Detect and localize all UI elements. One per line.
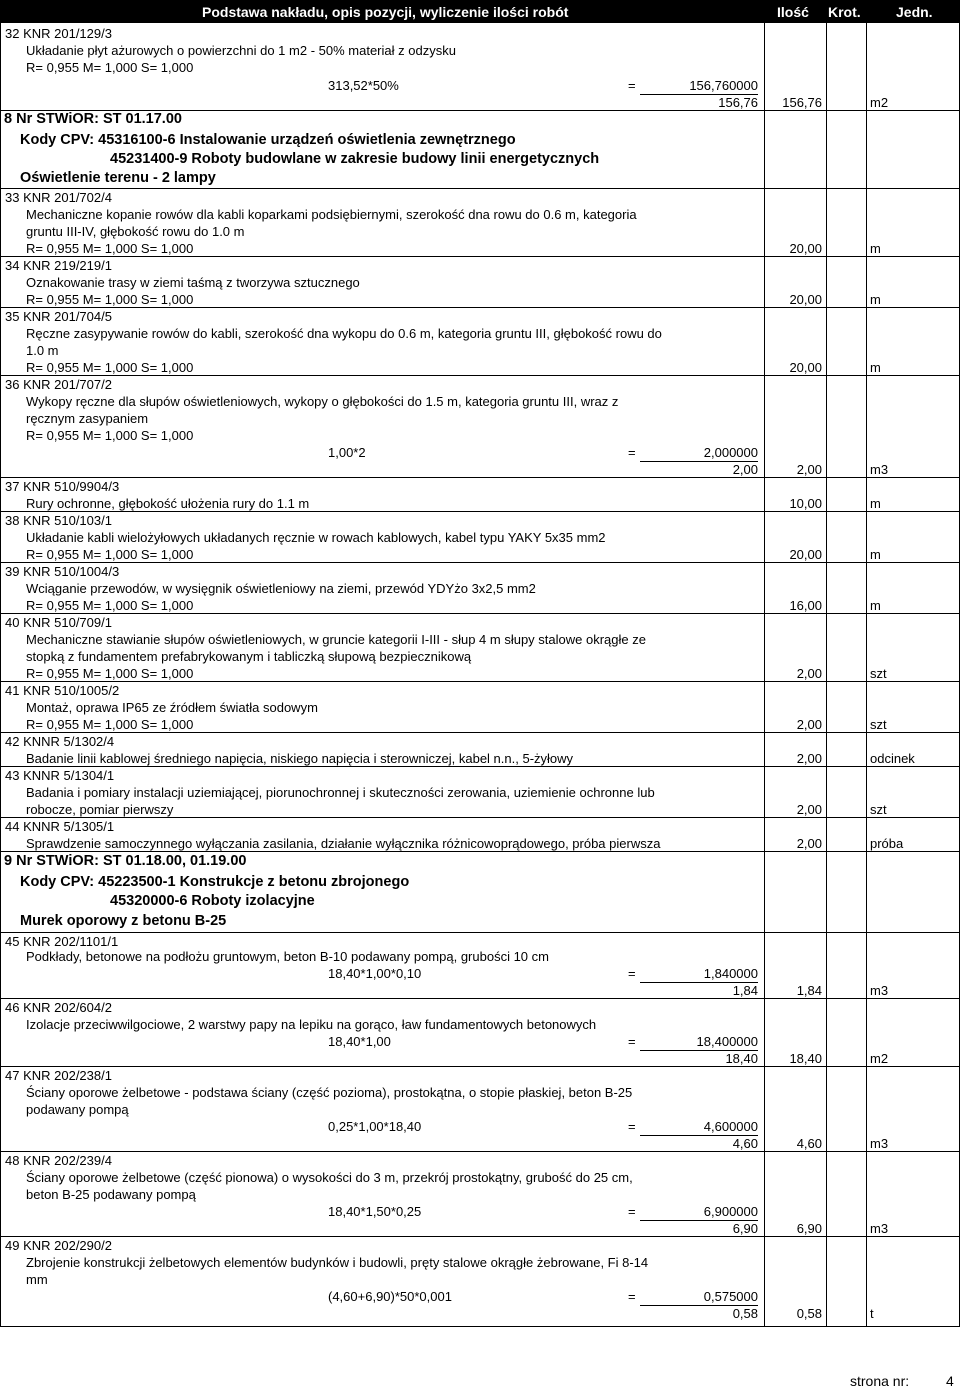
item-description: ręcznym zasypaniem — [26, 411, 149, 426]
item-multiplier: 20,00 — [789, 547, 822, 562]
item-description: gruntu III-IV, głębokość rowu do 1.0 m — [26, 224, 245, 239]
section-title: 9 Nr STWiOR: ST 01.18.00, 01.19.00 — [4, 853, 247, 869]
item-multiplier: 2,00 — [796, 666, 822, 681]
row-separator — [0, 188, 960, 189]
section-title: 8 Nr STWiOR: ST 01.17.00 — [4, 111, 182, 127]
item-unit: m — [870, 292, 881, 307]
item-multiplier: 0,58 — [796, 1306, 822, 1321]
item-description: Badania i pomiary instalacji uziemiającej, piorunochronnej i skuteczności zerowania, uziemienie ochronne lub — [26, 785, 655, 800]
item-quantity: 18,40 — [725, 1051, 758, 1066]
item-equals: = — [628, 1034, 636, 1049]
item-unit: szt — [870, 802, 887, 817]
item-code: 33 KNR 201/702/4 — [5, 190, 112, 205]
item-quantity: 6,90 — [732, 1221, 758, 1236]
page-number: 4 — [946, 1373, 954, 1389]
item-description: 1.0 m — [26, 343, 59, 358]
item-rsm: R= 0,955 M= 1,000 S= 1,000 — [26, 717, 194, 732]
item-multiplier: 16,00 — [789, 598, 822, 613]
item-result: 0,575000 — [703, 1289, 758, 1304]
item-unit: t — [870, 1306, 874, 1321]
item-multiplier: 1,84 — [796, 983, 822, 998]
item-result: 1,840000 — [703, 966, 758, 981]
item-description: podawany pompą — [26, 1102, 129, 1117]
section-cpv: 45320000-6 Roboty izolacyjne — [110, 893, 315, 909]
page-number-label: strona nr: — [850, 1373, 910, 1389]
item-description: Układanie kabli wielożyłowych układanych ręcznie w rowach kablowych, kabel typu YAKY 5x35 mm2 — [26, 530, 606, 545]
item-code: 45 KNR 202/1101/1 — [5, 934, 119, 949]
item-description: beton B-25 podawany pompą — [26, 1187, 196, 1202]
header-quantity: Ilość — [777, 4, 809, 20]
row-separator — [0, 932, 960, 933]
item-rsm: R= 0,955 M= 1,000 S= 1,000 — [26, 666, 194, 681]
item-unit: odcinek — [870, 751, 915, 766]
item-code: 39 KNR 510/1004/3 — [5, 564, 120, 579]
item-multiplier: 20,00 — [789, 360, 822, 375]
item-unit: m3 — [870, 1221, 889, 1236]
item-unit: m2 — [870, 95, 889, 110]
item-multiplier: 2,00 — [796, 462, 822, 477]
item-description: Ściany oporowe żelbetowe (część pionowa) o wysokości do 3 m, przekrój prostokątny, grubość do 25 cm, — [26, 1170, 633, 1185]
item-formula: (4,60+6,90)*50*0,001 — [328, 1289, 452, 1304]
item-rsm: R= 0,955 M= 1,000 S= 1,000 — [26, 547, 194, 562]
item-multiplier: 20,00 — [789, 292, 822, 307]
section-cpv: Kody CPV: 45316100-6 Instalowanie urządzeń oświetlenia zewnętrznego — [20, 132, 516, 148]
item-result: 4,600000 — [703, 1119, 758, 1134]
item-equals: = — [628, 966, 636, 981]
item-unit: m — [870, 598, 881, 613]
table-header — [0, 0, 960, 23]
item-result: 156,760000 — [689, 78, 758, 93]
item-rsm: R= 0,955 M= 1,000 S= 1,000 — [26, 241, 194, 256]
item-code: 46 KNR 202/604/2 — [5, 1000, 112, 1015]
item-quantity: 1,84 — [732, 983, 758, 998]
item-multiplier: 2,00 — [796, 836, 822, 851]
item-equals: = — [628, 78, 636, 93]
item-unit: m — [870, 360, 881, 375]
item-code: 38 KNR 510/103/1 — [5, 513, 112, 528]
grid-line-krot — [826, 23, 827, 1327]
grid-line-left — [0, 23, 1, 1327]
section-subtitle: Murek oporowy z betonu B-25 — [20, 913, 227, 929]
item-code: 37 KNR 510/9904/3 — [5, 479, 120, 494]
item-equals: = — [628, 1119, 636, 1134]
item-rsm: R= 0,955 M= 1,000 S= 1,000 — [26, 598, 194, 613]
item-multiplier: 2,00 — [796, 717, 822, 732]
item-description: stopką z fundamentem prefabrykowanym i tabliczką słupową bezpiecznikową — [26, 649, 472, 664]
header-description: Podstawa nakładu, opis pozycji, wyliczenie ilości robót — [202, 4, 569, 20]
item-multiplier: 18,40 — [789, 1051, 822, 1066]
item-unit: m3 — [870, 1136, 889, 1151]
item-unit: m — [870, 496, 881, 511]
item-quantity: 4,60 — [732, 1136, 758, 1151]
item-description: Układanie płyt ażurowych o powierzchni do 1 m2 - 50% materiał z odzysku — [26, 43, 456, 58]
item-multiplier: 156,76 — [782, 95, 822, 110]
item-rsm: R= 0,955 M= 1,000 S= 1,000 — [26, 60, 194, 75]
item-code: 36 KNR 201/707/2 — [5, 377, 112, 392]
item-unit: m — [870, 241, 881, 256]
item-rsm: R= 0,955 M= 1,000 S= 1,000 — [26, 360, 194, 375]
item-unit: szt — [870, 717, 887, 732]
item-formula: 1,00*2 — [328, 445, 366, 460]
item-code: 49 KNR 202/290/2 — [5, 1238, 112, 1253]
item-unit: m3 — [870, 983, 889, 998]
item-description: Badanie linii kablowej średniego napięcia, niskiego napięcia i sterowniczej, kabel n.n., 5-żyłowy — [26, 751, 574, 766]
item-quantity: 156,76 — [718, 95, 758, 110]
item-quantity: 2,00 — [732, 462, 758, 477]
item-code: 41 KNR 510/1005/2 — [5, 683, 120, 698]
item-formula: 18,40*1,50*0,25 — [328, 1204, 422, 1219]
item-description: robocze, pomiar pierwszy — [26, 802, 174, 817]
item-unit: próba — [870, 836, 904, 851]
item-description: Wykopy ręczne dla słupów oświetleniowych, wykopy o głębokości do 1.5 m, kategoria gruntu III, wraz z — [26, 394, 619, 409]
item-description: Oznakowanie trasy w ziemi taśmą z tworzywa sztucznego — [26, 275, 360, 290]
grid-line-qty — [764, 23, 765, 1327]
item-description: Montaż, oprawa IP65 ze źródłem światła sodowym — [26, 700, 318, 715]
item-description: Mechaniczne stawianie słupów oświetleniowych, w gruncie kategorii I-III - słup 4 m słupy stalowe okrągłe ze — [26, 632, 646, 647]
item-formula: 18,40*1,00*0,10 — [328, 966, 422, 981]
item-quantity: 0,58 — [732, 1306, 758, 1321]
item-multiplier: 2,00 — [796, 802, 822, 817]
section-subtitle: Oświetlenie terenu - 2 lampy — [20, 170, 216, 186]
item-code: 35 KNR 201/704/5 — [5, 309, 112, 324]
item-rsm: R= 0,955 M= 1,000 S= 1,000 — [26, 428, 194, 443]
item-multiplier: 10,00 — [789, 496, 822, 511]
item-unit: m — [870, 547, 881, 562]
item-description: mm — [26, 1272, 48, 1287]
item-formula: 313,52*50% — [328, 78, 399, 93]
item-multiplier: 20,00 — [789, 241, 822, 256]
item-formula: 18,40*1,00 — [328, 1034, 391, 1049]
item-code: 32 KNR 201/129/3 — [5, 26, 112, 41]
item-description: Podkłady, betonowe na podłożu gruntowym, beton B-10 podawany pompą, grubości 10 cm — [26, 949, 549, 964]
item-description: Zbrojenie konstrukcji żelbetowych elementów budynków i budowli, pręty stalowe okrągłe żebrowane, Fi 8-14 — [26, 1255, 649, 1270]
item-multiplier: 6,90 — [796, 1221, 822, 1236]
item-description: Ręczne zasypywanie rowów do kabli, szerokość dna wykopu do 0.6 m, kategoria gruntu III, głębokość rowu do — [26, 326, 662, 341]
grid-line-bottom — [0, 1326, 960, 1327]
item-result: 6,900000 — [703, 1204, 758, 1219]
header-multiplier: Krot. — [828, 4, 861, 20]
item-code: 34 KNR 219/219/1 — [5, 258, 112, 273]
item-equals: = — [628, 1289, 636, 1304]
item-multiplier: 2,00 — [796, 751, 822, 766]
item-equals: = — [628, 1204, 636, 1219]
item-code: 43 KNNR 5/1304/1 — [5, 768, 115, 783]
item-result: 18,400000 — [696, 1034, 758, 1049]
item-multiplier: 4,60 — [796, 1136, 822, 1151]
item-unit: m3 — [870, 462, 889, 477]
item-description: Izolacje przeciwwilgociowe, 2 warstwy papy na lepiku na gorąco, ław fundamentowych betonowych — [26, 1017, 597, 1032]
item-unit: m2 — [870, 1051, 889, 1066]
item-equals: = — [628, 445, 636, 460]
item-description: Ściany oporowe żelbetowe - podstawa ściany (część pozioma), prostokątna, o stopie płaskiej, beton B-25 — [26, 1085, 633, 1100]
item-code: 47 KNR 202/238/1 — [5, 1068, 112, 1083]
item-description: Sprawdzenie samoczynnego wyłączania zasilania, działanie wyłącznika różnicowoprądowego, próba pierwsza — [26, 836, 661, 851]
section-cpv: Kody CPV: 45223500-1 Konstrukcje z betonu zbrojonego — [20, 874, 410, 890]
header-unit: Jedn. — [896, 4, 933, 20]
item-unit: szt — [870, 666, 887, 681]
item-description: Wciąganie przewodów, w wysięgnik oświetleniowy na ziemi, przewód YDYżo 3x2,5 mm2 — [26, 581, 536, 596]
item-formula: 0,25*1,00*18,40 — [328, 1119, 422, 1134]
item-description: Rury ochronne, głębokość ułożenia rury do 1.1 m — [26, 496, 310, 511]
item-code: 48 KNR 202/239/4 — [5, 1153, 112, 1168]
item-code: 42 KNNR 5/1302/4 — [5, 734, 115, 749]
item-description: Mechaniczne kopanie rowów dla kabli koparkami podsiębiernymi, szerokość dna rowu do 0.6 m, kategoria — [26, 207, 637, 222]
item-code: 44 KNNR 5/1305/1 — [5, 819, 115, 834]
item-result: 2,000000 — [703, 445, 758, 460]
item-code: 40 KNR 510/709/1 — [5, 615, 112, 630]
grid-line-unit — [866, 23, 867, 1327]
item-rsm: R= 0,955 M= 1,000 S= 1,000 — [26, 292, 194, 307]
section-cpv: 45231400-9 Roboty budowlane w zakresie budowy linii energetycznych — [110, 151, 600, 167]
